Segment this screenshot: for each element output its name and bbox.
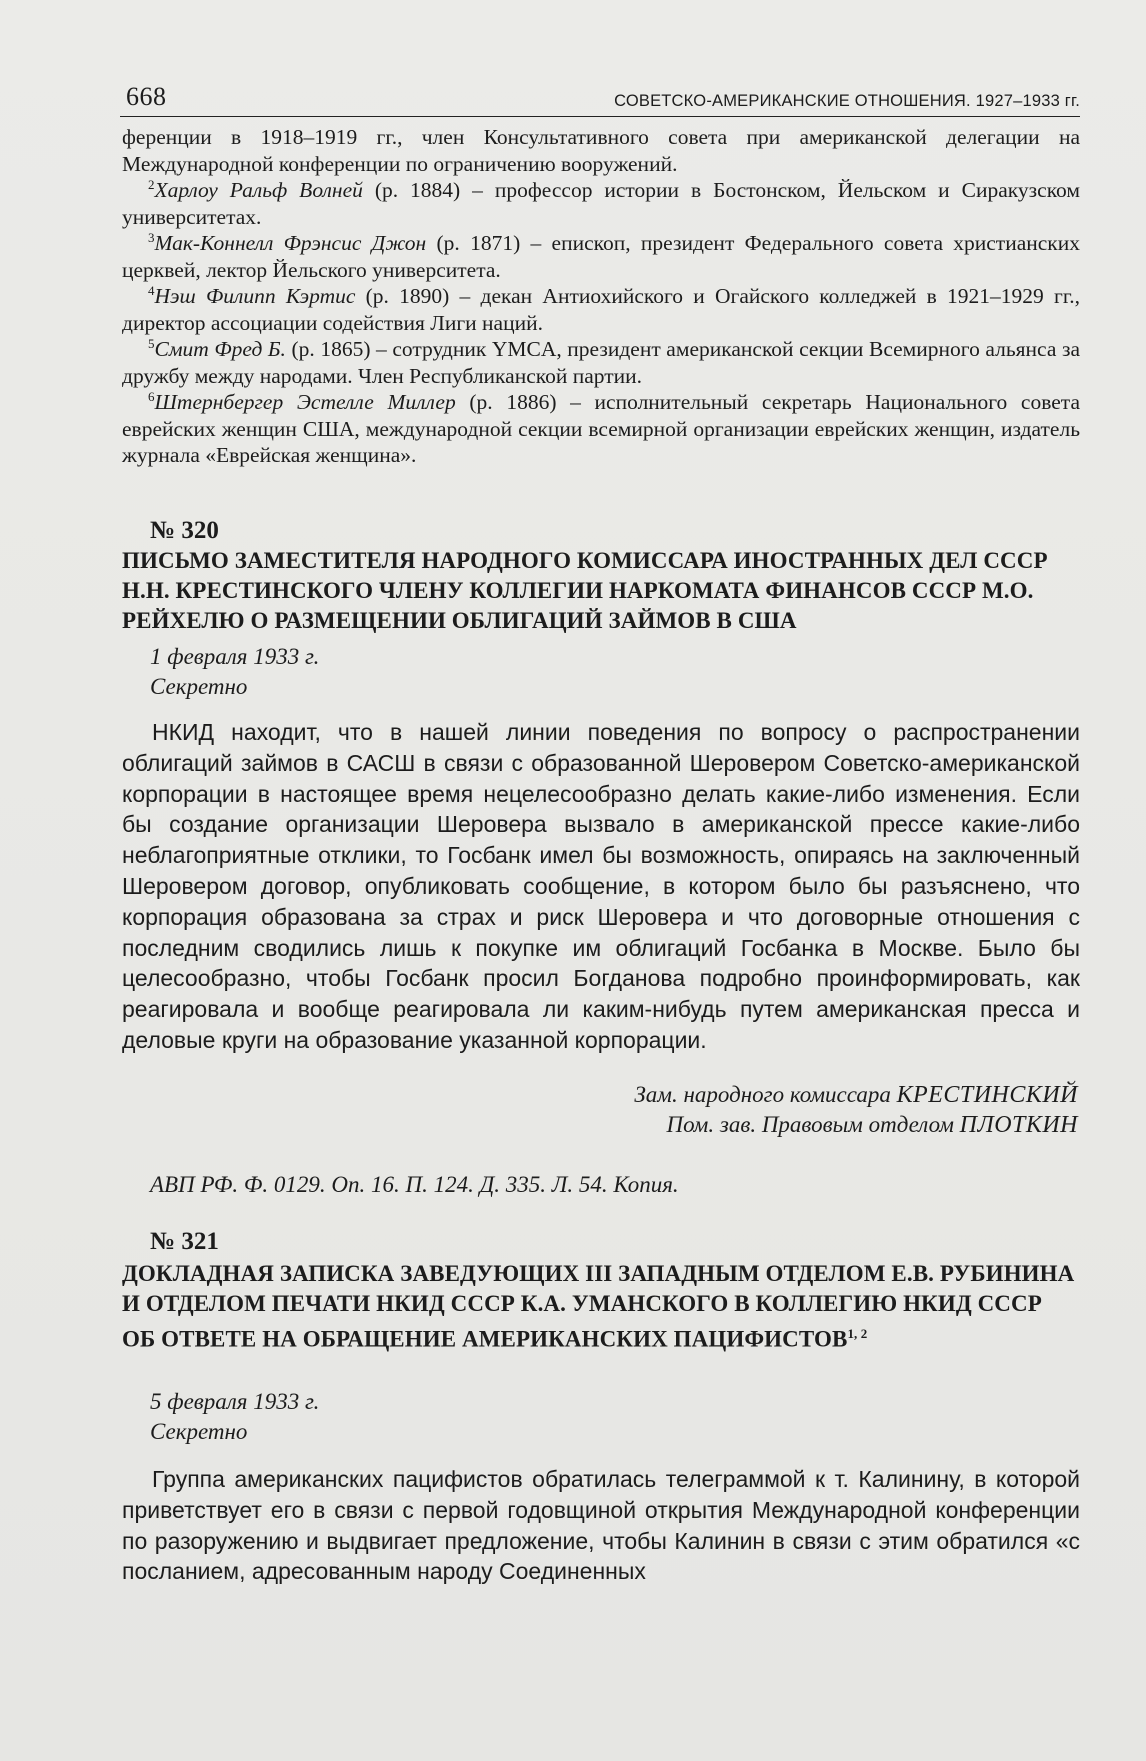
footnote-4: $^4$Нэш Филипп Кэртис (р. 1890) – декан Антиохийского и Огайского колледжей в 1921–1929 гг., директор ассоциации содействия Лиги наций. <box>122 282 1080 335</box>
signatory-plotkin: ПЛОТКИН <box>959 1112 1078 1138</box>
doc-321-title: ДОКЛАДНАЯ ЗАПИСКА ЗАВЕДУЮЩИХ III ЗАПАДНЫМ ОТДЕЛОМ Е.В. РУБИНИНА И ОТДЕЛОМ ПЕЧАТИ НКИД СССР К.А. УМАНСКОГО В КОЛЛЕГИЮ НКИД СССР ОБ ОТВЕТЕ НА ОБРАЩЕНИЕ АМЕРИКАНСКИХ ПАЦИФИСТОВ$^{1, 2}$ <box>122 1261 1075 1352</box>
footnote-continuation: ференции в 1918–1919 гг., член Консультативного совета при американской делегации на Международной конференции по ограничению вооружений. <box>122 125 1080 176</box>
page-number: 668 <box>126 82 167 111</box>
doc-320-title: ПИСЬМО ЗАМЕСТИТЕЛЯ НАРОДНОГО КОМИССАРА ИНОСТРАННЫХ ДЕЛ СССР Н.Н. КРЕСТИНСКОГО ЧЛЕНУ КОЛЛЕГИИ НАРКОМАТА ФИНАНСОВ СССР М.О. РЕЙХЕЛЮ О РАЗМЕЩЕНИИ ОБЛИГАЦИЙ ЗАЙМОВ В США <box>122 548 1048 633</box>
doc-320-number: № 320 <box>150 517 219 544</box>
signatory-krestinsky: КРЕСТИНСКИЙ <box>896 1082 1078 1108</box>
doc-321-classification: Секретно <box>150 1419 248 1444</box>
doc-321-date: 5 февраля 1933 г. <box>150 1389 320 1414</box>
doc-320-signature-2: Пом. зав. Правовым отделом ПЛОТКИН <box>666 1112 1078 1138</box>
doc-321-body: Группа американских пацифистов обратилась телеграммой к т. Калинину, в которой приветствует его в связи с первой годовщиной открытия Международной конференции по разоружению и выдвигает предложение, чтобы Калинин в связи с этим обратился «с посланием, адресованным народу Соединенных <box>122 1466 1080 1585</box>
footnote-2: $^2$Харлоу Ральф Волней (р. 1884) – профессор истории в Бостонском, Йельском и Сиракузском университетах. <box>122 176 1080 229</box>
footnote-3: $^3$Мак-Коннелл Фрэнсис Джон (р. 1871) – епископ, президент Федерального совета христианских церквей, лектор Йельского университета. <box>122 229 1081 282</box>
doc-320-signature-1: Зам. народного комиссара КРЕСТИНСКИЙ <box>634 1082 1078 1108</box>
doc-321-title-note: 1, 2 <box>847 1326 868 1341</box>
doc-320-body: НКИД находит, что в нашей линии поведения по вопросу о распространении облигаций займов в САСШ в связи с образованной Шеровером Советско-американской корпорации в настоящее время нецелесообразно делать какие-либо изменения. Если бы создание организации Шеровера вызвало в американской прессе какие-либо неблагоприятные отклики, то Госбанк имел бы возможность, опираясь на заключенный Шеровером договор, опубликовать сообщение, в котором было бы разъяснено, что корпорация образована за страх и риск Шеровера и что договорные отношения с последним сводились лишь к покупке им облигаций Госбанка в Москве. Было бы целесообразно, чтобы Госбанк просил Богданова подробно проинформировать, как реагировала и вообще реагировала ли каким-нибудь путем американская пресса и деловые круги на образование указанной корпорации. <box>122 719 1080 1053</box>
footnotes <box>122 124 1080 469</box>
footnote-6: $^6$Штернбергер Эстелле Миллер (р. 1886) – исполнительный секретарь Национального совета еврейских женщин США, международной секции всемирной организации еврейских женщин, издатель журнала «Еврейская женщина». <box>122 388 1080 467</box>
doc-320-source: АВП РФ. Ф. 0129. Оп. 16. П. 124. Д. 335. Л. 54. Копия. <box>150 1172 679 1197</box>
running-head: СОВЕТСКО-АМЕРИКАНСКИЕ ОТНОШЕНИЯ. 1927–1933 гг. <box>614 92 1080 110</box>
doc-320-date: 1 февраля 1933 г. <box>150 644 320 669</box>
doc-320-classification: Секретно <box>150 674 248 699</box>
doc-321-number: № 321 <box>150 1228 219 1255</box>
footnote-5: $^5$Смит Фред Б. (р. 1865) – сотрудник YMCA, президент американской секции Всемирного альянса за дружбу между народами. Член Республиканской партии. <box>122 335 1080 388</box>
page-header <box>120 82 1080 117</box>
